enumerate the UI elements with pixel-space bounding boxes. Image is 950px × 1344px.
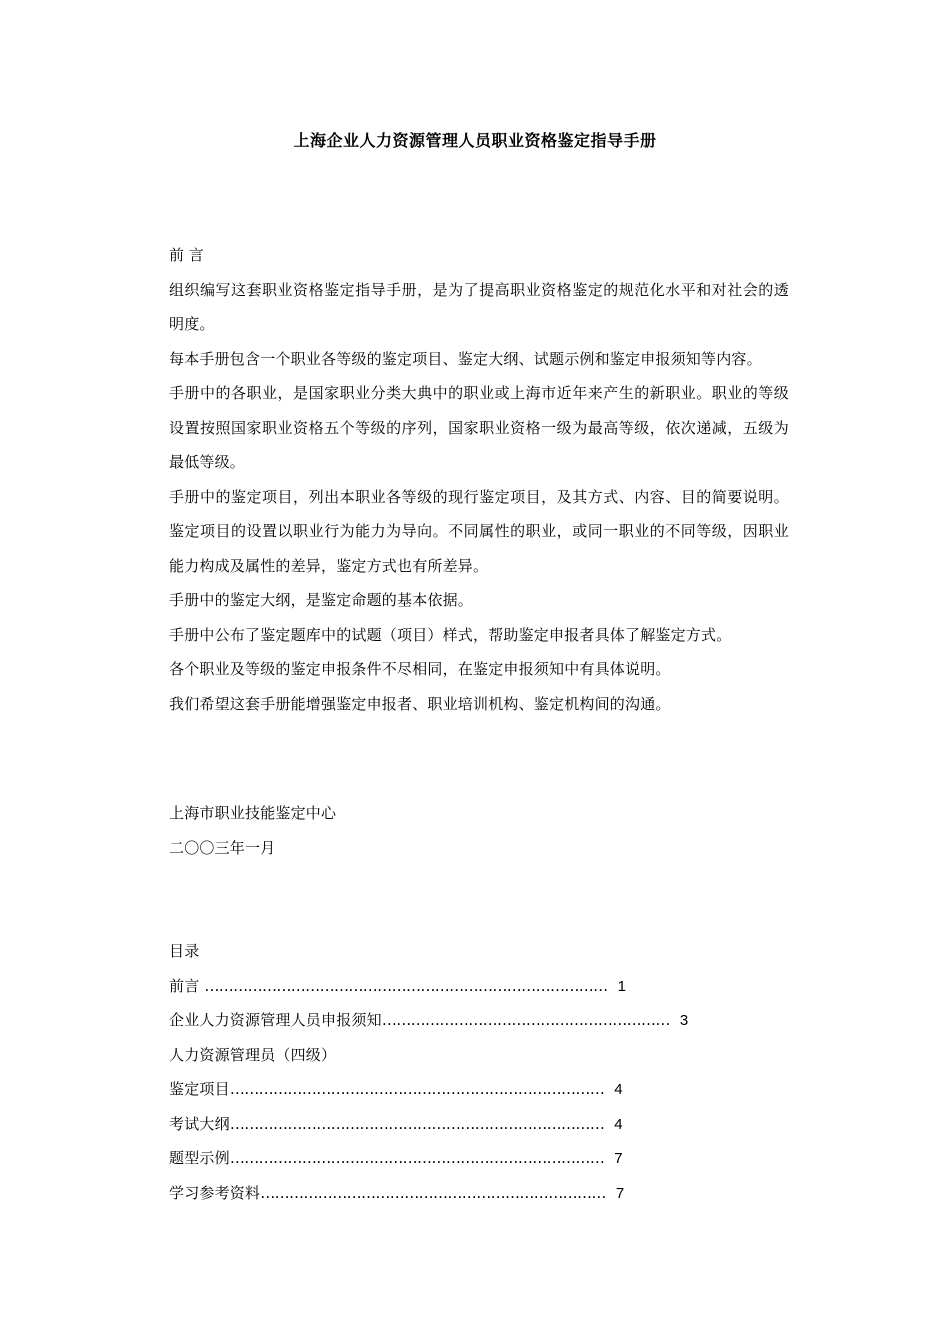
foreword-paragraph: 我们希望这套手册能增强鉴定申报者、职业培训机构、鉴定机构间的沟通。 [169,694,671,713]
table-of-contents [169,934,789,1210]
foreword-paragraph: 手册中的各职业，是国家职业分类大典中的职业或上海市近年来产生的新职业。职业的等级设置按照国家职业资格五个等级的序列，国家职业资格一级为最高等级，依次递减，五级为最低等级。 [169,384,789,471]
toc-entry-label: 题型示例 [169,1149,230,1167]
toc-entry-label: 人力资源管理员（四级） [169,1045,337,1064]
toc-entry-page: 4 [614,1115,623,1133]
toc-entry-label: 学习参考资料 [169,1183,261,1202]
toc-entry-page: 7 [615,1184,625,1202]
toc-entry-leader: …………………………………………………………………… [229,1080,605,1098]
foreword-paragraph: 手册中的鉴定项目，列出本职业各等级的现行鉴定项目，及其方式、内容、目的简要说明。鉴定项目的设置以职业行为能力为导向。不同属性的职业，或同一职业的不同等级，因职业能力构成及属性的差异，鉴定方式也有所差异。 [169,487,789,575]
foreword-paragraph: 各个职业及等级的鉴定申报条件不尽相同，在鉴定申报须知中有具体说明。 [169,660,671,678]
toc-entry[interactable] [169,969,789,1004]
toc-entry[interactable] [169,1003,789,1038]
toc-entry-label: 前言 [169,976,205,995]
toc-entry-page: 4 [614,1081,623,1098]
toc-entry[interactable] [169,1176,789,1211]
foreword-heading: 前 言 [169,246,204,264]
toc-heading: 目录 [169,942,200,960]
signature-block [169,796,789,865]
foreword-paragraph: 手册中的鉴定大纲，是鉴定命题的基本依据。 [169,591,474,609]
toc-entry-label: 企业人力资源管理人员申报须知 [169,1011,382,1029]
toc-section-heading[interactable] [169,1038,789,1073]
toc-entry-page: 1 [617,977,627,995]
foreword-paragraph: 每本手册包含一个职业各等级的鉴定项目、鉴定大纲、试题示例和鉴定申报须知等内容。 [169,349,762,368]
document-title: 上海企业人力资源管理人员职业资格鉴定指导手册 [293,131,657,150]
foreword-paragraph: 组织编写这套职业资格鉴定指导手册，是为了提高职业资格鉴定的规范化水平和对社会的透明度。 [169,280,789,333]
toc-entry-page: 3 [679,1012,689,1029]
toc-entry-leader: …………………………………………………… [381,1011,670,1029]
toc-entry-label: 考试大纲 [169,1114,230,1133]
signature-organization: 上海市职业技能鉴定中心 [169,804,337,822]
toc-entry-leader: …………………………………………………………………… [229,1114,605,1133]
toc-entry-label: 鉴定项目 [169,1080,230,1098]
signature-date: 二〇〇三年一月 [169,838,276,857]
toc-entry-leader: ……………………………………………………………… [260,1183,606,1202]
toc-entry[interactable] [169,1141,789,1176]
toc-entry-leader: …………………………………………………………………… [229,1149,605,1167]
toc-entry[interactable] [169,1107,789,1142]
toc-entry-page: 7 [614,1150,623,1167]
foreword-paragraph: 手册中公布了鉴定题库中的试题（项目）样式，帮助鉴定申报者具体了解鉴定方式。 [169,625,732,644]
toc-entry-leader: ………………………………………………………………………… [204,976,608,995]
foreword-section [169,238,789,721]
toc-entry[interactable] [169,1072,789,1107]
